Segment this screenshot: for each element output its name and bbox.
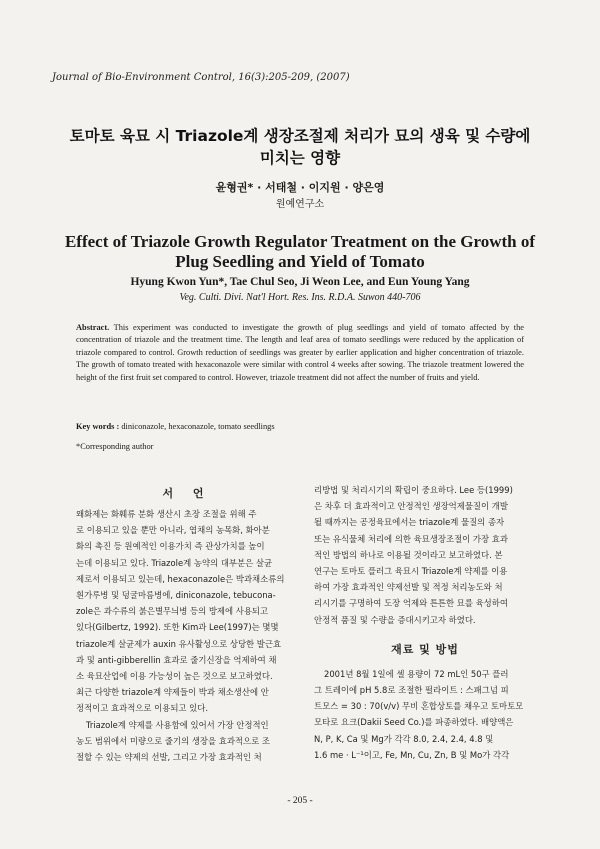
text-line: 그 트레이에 pH 5.8로 조절한 펄라이트 : 스패그넘 피 [314, 685, 509, 696]
korean-affiliation: 원예연구소 [275, 199, 325, 210]
section-heading-materials-methods: 재료 및 방법 [391, 642, 459, 656]
abstract-label: Abstract. [76, 323, 110, 332]
abstract [76, 322, 524, 384]
text-line: 연구는 토마토 플러그 육묘시 Triazole계 약제를 이용 [314, 566, 508, 577]
text-line: 리방법 및 처리시기의 확립이 중요하다. Lee 등(1999) [314, 485, 513, 495]
english-title [40, 232, 560, 272]
journal-citation: Journal of Bio-Environment Control, 16(3):205-209, (2007) [52, 72, 350, 83]
text-line: 최근 다양한 triazole계 약제들이 박과 채소생산에 안 [76, 687, 269, 698]
text-line: 과 및 anti-gibberellin 효과로 줄기신장을 억제하여 채 [76, 654, 277, 665]
text-line: N, P, K, Ca 및 Mg가 각각 8.0, 2.4, 2.4, 4.8 및 [314, 733, 494, 744]
text-line: 있다(Gilbertz, 1992). 또한 Kim과 Lee(1997)는 몇몇 [76, 622, 279, 633]
text-line: 트모스 = 30 : 70(v/v) 무비 혼합상토를 채우고 토마토모 [314, 701, 524, 712]
text-line: 흰가루병 및 덩굴마름병에, diniconazole, tebucona- [76, 590, 276, 601]
right-column-paragraph-1 [314, 482, 536, 628]
section-heading-introduction: 서 언 [162, 487, 212, 500]
text-line: 정적이고 효과적으로 이용되고 있다. [76, 703, 209, 714]
keywords-text: diniconazole, hexaconazole, tomato seedlings [121, 422, 275, 431]
text-line: 안정적 품질 및 수량을 증대시키고자 하였다. [314, 614, 476, 625]
text-line: 농도 범위에서 미량으로 줄기의 생장을 효과적으로 조 [76, 735, 270, 746]
left-column-paragraph-1 [76, 506, 298, 717]
text-line: 될 때까지는 공정육묘에서는 triazole계 물질의 종자 [314, 517, 505, 528]
korean-title [40, 125, 560, 169]
left-column-paragraph-2 [76, 717, 298, 766]
korean-title-line: 토마토 육묘 시 Triazole계 생장조절제 처리가 묘의 생육 및 수량에 [69, 127, 531, 145]
english-affiliation: Veg. Culti. Divi. Nat'l Hort. Res. Ins. R.D.A. Suwon 440-706 [179, 292, 421, 303]
text-line: 절할 수 있는 약제의 선발, 그리고 가장 효과적인 처 [76, 752, 262, 763]
right-column [314, 482, 536, 763]
text-line: 소 육묘산업에 이용 가능성이 높은 것으로 보고하였다. [76, 671, 273, 682]
korean-authors: 윤형권* · 서태철 · 이지원 · 양은영 [215, 181, 385, 194]
keywords-label: Key words : [76, 422, 120, 431]
english-authors: Hyung Kwon Yun*, Tae Chul Seo, Ji Weon Lee, and Eun Young Yang [130, 276, 470, 288]
text-line: 리시기를 구명하여 도장 억제와 튼튼한 묘를 육성하여 [314, 598, 508, 609]
text-line: 화의 촉진 등 원예적인 이용가치 즉 관상가치를 높이 [76, 541, 265, 552]
abstract-text: This experiment was conducted to investigate the growth of plug seedlings and yield of tomato affected by the concentration of triazole and the treatment time. The length and leaf area of tomato seedlings were reduced by the application of triazole compared to control. Growth reduction of seedlings was greater by earlier application and higher concentration of triazole. The growth of tomato treated with hexaconazole were similar with control 4 weeks after sowing. The triazole treatment lowered the height of the first fruit set compared to control. However, triazole treatment did not affect the number of fruits and yield. [76, 323, 524, 382]
left-column [76, 482, 298, 765]
text-line: 적인 방법의 하나로 이용될 것이라고 보고하였다. 본 [314, 549, 503, 560]
text-line: 는데 이용되고 있다. Triazole계 농약의 대부분은 살균 [76, 557, 273, 568]
text-line: 또는 유식물체 처리에 의한 육묘생장조절이 가장 효과 [314, 533, 508, 544]
text-line: 제로서 이용되고 있는데, hexaconazole은 박과채소류의 [76, 573, 285, 584]
english-title-line: Plug Seedling and Yield of Tomato [175, 252, 425, 271]
text-line: 1.6 me · L⁻¹이고, Fe, Mn, Cu, Zn, B 및 Mo가 각각 [314, 749, 510, 760]
text-line: 은 차후 더 효과적이고 안정적인 생장억제물질이 개발 [314, 501, 508, 512]
text-line: 로 이용되고 있을 뿐만 아니라, 엽채의 농목화, 화아분 [76, 525, 270, 536]
corresponding-author-note: *Corresponding author [76, 442, 154, 451]
english-title-line: Effect of Triazole Growth Regulator Treatment on the Growth of [64, 232, 536, 251]
keywords [76, 422, 524, 431]
text-line: Triazole계 약제를 사용함에 있어서 가장 안정적인 [86, 719, 269, 730]
text-line: triazole계 살균제가 auxin 유사활성으로 상당한 발근효 [76, 638, 282, 649]
text-line: zole은 과수류의 붉은별무늬병 등의 방제에 사용되고 [76, 606, 269, 617]
page-number: - 205 - [287, 796, 313, 806]
text-line: 왜화제는 화훼류 분화 생산시 초장 조절을 위해 주 [76, 509, 257, 519]
korean-title-line: 미치는 영향 [259, 149, 341, 167]
text-line: 하여 가장 효과적인 약제선발 및 적정 처리농도와 처 [314, 582, 503, 593]
right-column-paragraph-2 [314, 666, 536, 763]
text-line: 2001년 8월 1일에 셀 용량이 72 mL인 50구 플러 [324, 668, 509, 679]
text-line: 모타로 요크(Dakii Seed Co.)를 파종하였다. 배양액은 [314, 717, 514, 728]
